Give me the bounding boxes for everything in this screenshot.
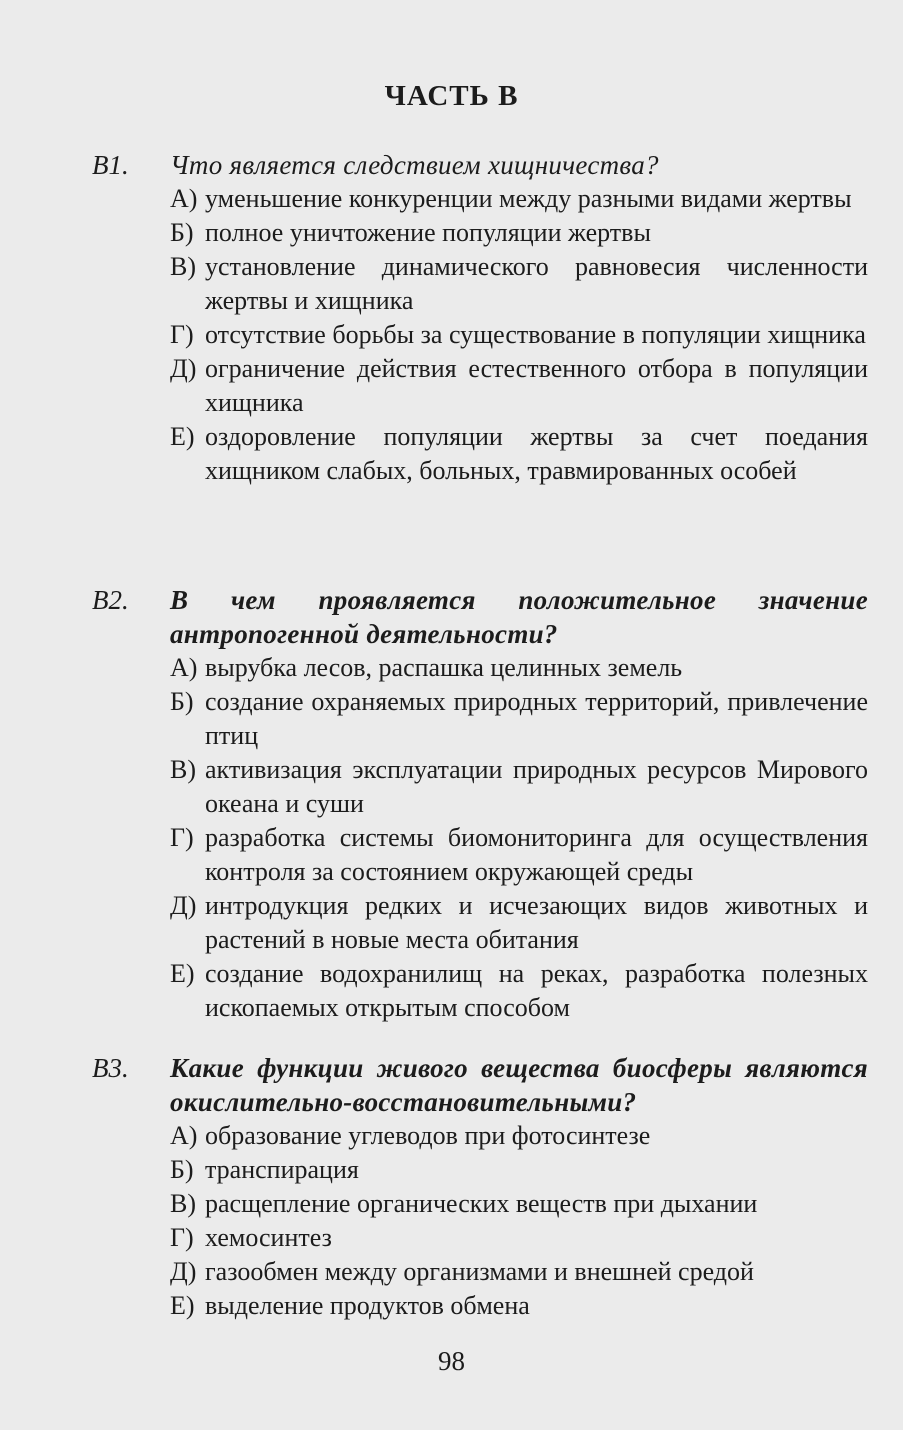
- option-text: выделение продуктов обмена: [205, 1291, 530, 1320]
- answer-option: [170, 1119, 868, 1153]
- option-letter: В): [170, 1189, 196, 1218]
- section-title: ЧАСТЬ В: [384, 80, 519, 112]
- option-text: создание охраняемых природных территорий, привлечение птиц: [205, 687, 868, 750]
- option-letter: Г): [170, 1223, 194, 1252]
- option-letter: Б): [170, 1155, 194, 1184]
- answer-option: [170, 753, 868, 821]
- option-letter: Е): [170, 422, 195, 451]
- option-text: отсутствие борьбы за существование в популяции хищника: [205, 320, 866, 349]
- answer-option: [170, 420, 868, 488]
- option-text: ограничение действия естественного отбора в популяции хищника: [205, 354, 868, 417]
- option-letter: В): [170, 755, 196, 784]
- answer-option: [170, 1221, 868, 1255]
- option-text: транспирация: [205, 1155, 359, 1184]
- option-text: вырубка лесов, распашка целинных земель: [205, 653, 683, 682]
- question-text: В чем проявляется положительное значение антропогенной деятельности?: [170, 585, 868, 649]
- option-letter: Е): [170, 959, 195, 988]
- option-letter: Д): [170, 891, 197, 920]
- option-text: активизация эксплуатации природных ресурсов Мирового океана и суши: [205, 755, 868, 818]
- question-text: Какие функции живого вещества биосферы являются окислительно-восстановительными?: [170, 1053, 868, 1117]
- option-text: разработка системы биомониторинга для осуществления контроля за состоянием окружающей среды: [205, 823, 868, 886]
- option-letter: Б): [170, 218, 194, 247]
- option-letter: Г): [170, 823, 194, 852]
- option-text: установление динамического равновесия численности жертвы и хищника: [205, 252, 868, 315]
- option-text: создание водохранилищ на реках, разработка полезных ископаемых открытым способом: [205, 959, 868, 1022]
- question-b3: [92, 1051, 868, 1323]
- option-letter: Г): [170, 320, 194, 349]
- option-text: хемосинтез: [205, 1223, 332, 1252]
- question-b2: [92, 583, 868, 1025]
- answer-option: [170, 250, 868, 318]
- option-letter: Д): [170, 354, 197, 383]
- option-letter: Б): [170, 687, 194, 716]
- option-letter: А): [170, 184, 198, 213]
- answer-option: [170, 1289, 868, 1323]
- question-number: В2.: [92, 585, 129, 615]
- question-number: В3.: [92, 1053, 129, 1083]
- option-letter: В): [170, 252, 196, 281]
- question-number: В1.: [92, 150, 129, 180]
- page-number: 98: [438, 1346, 465, 1376]
- answer-option: [170, 685, 868, 753]
- option-text: газообмен между организмами и внешней средой: [205, 1257, 754, 1286]
- answer-option: [170, 216, 868, 250]
- option-text: расщепление органических веществ при дыхании: [205, 1189, 758, 1218]
- answer-options: [170, 182, 868, 488]
- question-text: Что является следствием хищничества?: [170, 150, 659, 180]
- option-text: интродукция редких и исчезающих видов животных и растений в новые места обитания: [205, 891, 868, 954]
- answer-option: [170, 889, 868, 957]
- option-text: уменьшение конкуренции между разными видами жертвы: [205, 184, 852, 213]
- answer-option: [170, 1187, 868, 1221]
- answer-options: [170, 651, 868, 1025]
- option-letter: Е): [170, 1291, 195, 1320]
- option-letter: А): [170, 653, 198, 682]
- option-letter: Д): [170, 1257, 197, 1286]
- option-letter: А): [170, 1121, 198, 1150]
- option-text: оздоровление популяции жертвы за счет поедания хищником слабых, больных, травмированных особей: [205, 422, 868, 485]
- answer-option: [170, 318, 868, 352]
- answer-option: [170, 1153, 868, 1187]
- answer-option: [170, 182, 868, 216]
- answer-option: [170, 352, 868, 420]
- answer-option: [170, 1255, 868, 1289]
- question-b1: [92, 148, 868, 488]
- option-text: полное уничтожение популяции жертвы: [205, 218, 651, 247]
- answer-option: [170, 957, 868, 1025]
- answer-options: [170, 1119, 868, 1323]
- answer-option: [170, 651, 868, 685]
- answer-option: [170, 821, 868, 889]
- option-text: образование углеводов при фотосинтезе: [205, 1121, 651, 1150]
